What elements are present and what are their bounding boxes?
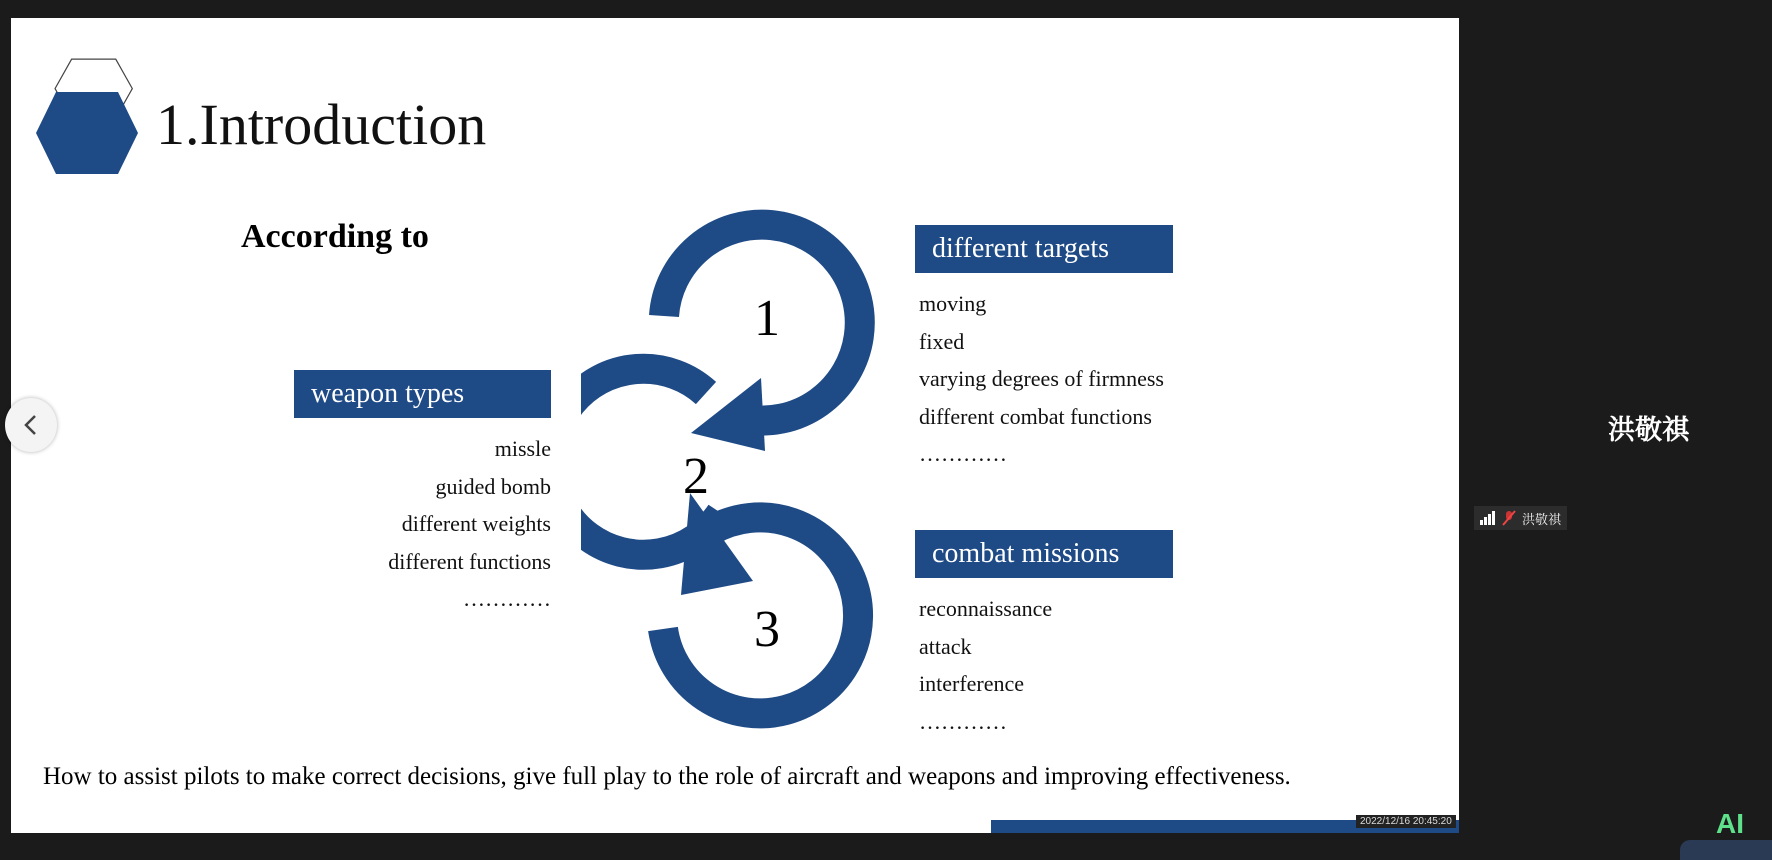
list-item: missle xyxy=(494,436,551,461)
list-item: varying degrees of firmness xyxy=(919,366,1164,391)
list-item: ………… xyxy=(919,441,1007,466)
missions-header: combat missions xyxy=(915,530,1173,578)
list-item: different weights xyxy=(401,511,551,536)
circular-arrows-diagram xyxy=(581,193,911,753)
list-item: ………… xyxy=(463,586,551,611)
list-item: reconnaissance xyxy=(919,596,1053,621)
ai-logo: AI xyxy=(1716,808,1744,839)
participant-tag-name: 洪敬祺 xyxy=(1522,512,1562,528)
according-to-label: According to xyxy=(241,218,429,255)
targets-header: different targets xyxy=(915,225,1173,273)
participant-name: 洪敬祺 xyxy=(1608,415,1689,446)
list-item: fixed xyxy=(919,328,965,354)
presentation-slide xyxy=(11,18,1459,833)
step-number-3: 3 xyxy=(754,601,780,658)
bottom-widget xyxy=(1680,840,1772,860)
mic-muted-icon xyxy=(1502,510,1516,526)
list-item: attack xyxy=(919,633,972,659)
list-item: guided bomb xyxy=(435,473,551,499)
conclusion-text: How to assist pilots to make correct decisions, give full play to the role of aircraft and weapons and improving effectiveness. xyxy=(43,763,1291,790)
recording-timestamp: 2022/12/16 20:45:20 xyxy=(1356,815,1456,828)
signal-bars-icon xyxy=(1480,511,1496,525)
slide-title: 1.Introduction xyxy=(156,92,487,157)
targets-list xyxy=(919,285,1164,473)
list-item: ………… xyxy=(919,708,1007,734)
list-item: interference xyxy=(919,671,1025,696)
previous-slide-button[interactable] xyxy=(5,398,57,452)
hexagon-logo-icon xyxy=(26,38,141,178)
missions-list xyxy=(919,590,1052,740)
chevron-left-icon xyxy=(21,413,41,437)
list-item: different functions xyxy=(388,548,551,574)
participant-tag xyxy=(1474,506,1567,530)
weapons-list xyxy=(311,430,551,618)
step-number-2: 2 xyxy=(683,448,709,505)
list-item: moving xyxy=(919,291,987,316)
weapons-header: weapon types xyxy=(294,370,551,418)
step-number-1: 1 xyxy=(754,290,780,347)
list-item: different combat functions xyxy=(919,403,1152,429)
